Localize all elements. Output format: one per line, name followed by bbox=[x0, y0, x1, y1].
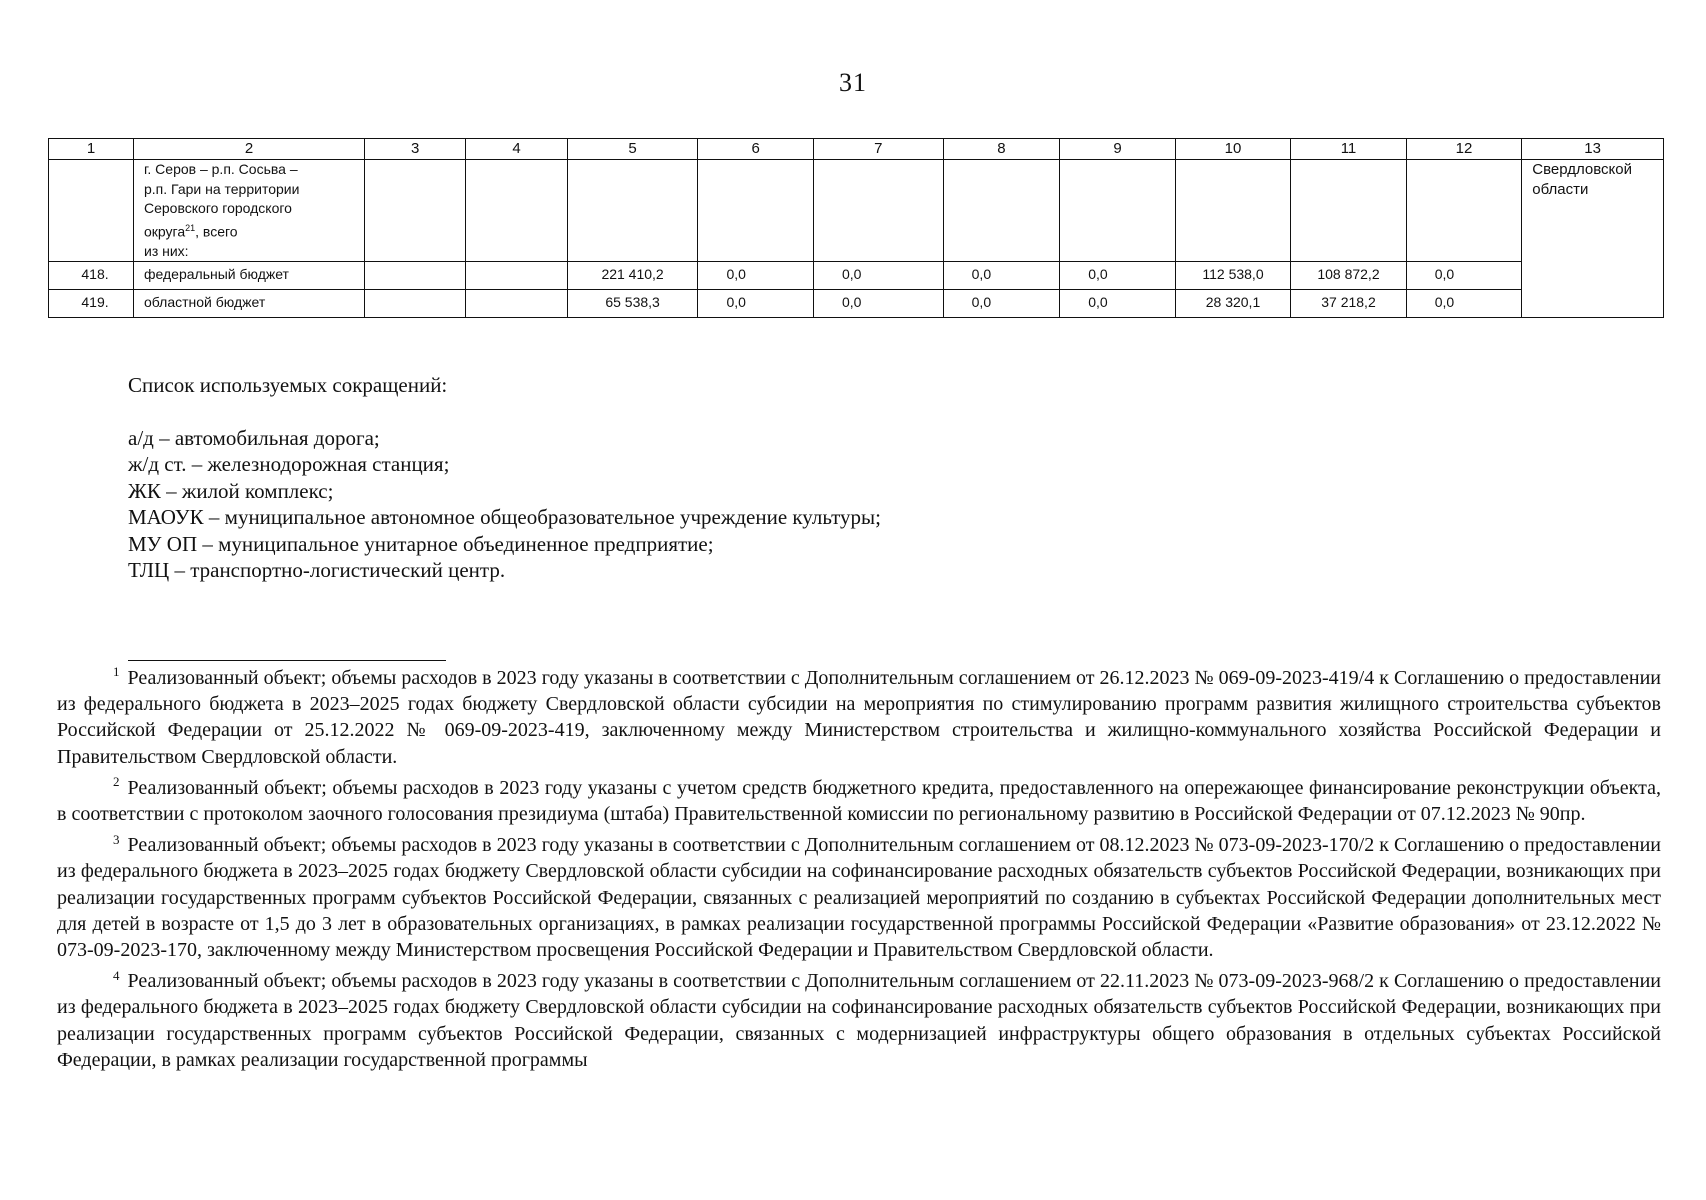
table-cell bbox=[466, 290, 567, 318]
footnote bbox=[57, 665, 1661, 770]
footnote-separator bbox=[128, 660, 446, 661]
table-cell: 112 538,0 bbox=[1175, 262, 1291, 290]
footnote-text: Реализованный объект; объемы расходов в 2023 году указаны с учетом средств бюджетного кредита, предоставленного на опережающее финансирование реконструкции объекта, в соответствии с протоколом заочного голосования президиума (штаба) Правительственной комиссии по региональному развитию в Российской Федерации от 07.12.2023 № 90пр. bbox=[57, 776, 1661, 826]
table-cell: 221 410,2 bbox=[567, 262, 698, 290]
row-label: федеральный бюджет bbox=[134, 262, 365, 290]
table-cell: 0,0 bbox=[1060, 290, 1176, 318]
table-cell: 0,0 bbox=[1406, 290, 1522, 318]
footnote bbox=[57, 832, 1661, 963]
column-number-row bbox=[49, 139, 1664, 160]
footnote-mark: 2 bbox=[113, 774, 120, 790]
footnote-text: Реализованный объект; объемы расходов в 2023 году указаны в соответствии с Дополнительным соглашением от 26.12.2023 № 069-09-2023-419/4 к Соглашению о предоставлении из федерального бюджета в 2023–2025 годах бюджету Свердловской области субсидии на мероприятия по стимулированию программ развития жилищного строительства субъектов Российской Федерации от 25.12.2022 № 069-09-2023-419, заключенному между Министерством строительства и жилищно-коммунального хозяйства Российской Федерации и Правительством Свердловской области. bbox=[57, 667, 1661, 768]
row-number: 418. bbox=[49, 262, 134, 290]
column-header: 9 bbox=[1060, 139, 1176, 160]
footnotes-section bbox=[57, 665, 1661, 1078]
footnote-text: Реализованный объект; объемы расходов в 2023 году указаны в соответствии с Дополнительным соглашением от 08.12.2023 № 073-09-2023-170/2 к Соглашению о предоставлении из федерального бюджета в 2023–2025 годах бюджету Свердловской области субсидии на софинансирование расходных обязательств субъектов Российской Федерации, возникающих при реализации государственных программ субъектов Российской Федерации, связанных с реализацией мероприятий по созданию в субъектах Российской Федерации дополнительных мест для детей в возрасте от 1,5 до 3 лет в образовательных организациях, в рамках реализации государственной программы Российской Федерации «Развитие образования» от 23.12.2022 № 073-09-2023-170, заключенному между Министерством просвещения Российской Федерации и Правительством Свердловской области. bbox=[57, 834, 1661, 962]
table-cell bbox=[1406, 160, 1522, 262]
table-cell bbox=[1291, 160, 1407, 262]
table-row bbox=[49, 290, 1664, 318]
footnote-mark: 3 bbox=[113, 831, 120, 847]
column-header: 8 bbox=[943, 139, 1060, 160]
footnote-text: Реализованный объект; объемы расходов в 2023 году указаны в соответствии с Дополнительным соглашением от 22.11.2023 № 073-09-2023-968/2 к Соглашению о предоставлении из федерального бюджета в 2023–2025 годах бюджету Свердловской области субсидии на софинансирование расходных обязательств субъектов Российской Федерации, возникающих при реализации государственных программ субъектов Российской Федерации, связанных с модернизацией инфраструктуры общего образования в отдельных субъектах Российской Федерации, в рамках реализации государственной программы bbox=[57, 970, 1661, 1071]
table-cell: 0,0 bbox=[698, 290, 814, 318]
column-header: 3 bbox=[365, 139, 466, 160]
column-header: 12 bbox=[1406, 139, 1522, 160]
object-name-row bbox=[49, 160, 1664, 262]
table-row bbox=[49, 262, 1664, 290]
table-cell bbox=[466, 262, 567, 290]
table-cell: 0,0 bbox=[813, 290, 943, 318]
list-item: МАОУК – муниципальное автономное общеобразовательное учреждение культуры; bbox=[128, 505, 881, 529]
table-cell bbox=[365, 290, 466, 318]
row-number: 419. bbox=[49, 290, 134, 318]
footnote-mark: 4 bbox=[113, 967, 120, 983]
table-cell: 108 872,2 bbox=[1291, 262, 1407, 290]
table-cell: 0,0 bbox=[1060, 262, 1176, 290]
table-cell: 37 218,2 bbox=[1291, 290, 1407, 318]
object-name-line: Серовского городского bbox=[144, 200, 292, 216]
list-item: а/д – автомобильная дорога; bbox=[128, 425, 380, 450]
region-cell: Свердловской области bbox=[1522, 160, 1664, 318]
table-cell: 0,0 bbox=[698, 262, 814, 290]
table-cell: 0,0 bbox=[1406, 262, 1522, 290]
table-cell: 0,0 bbox=[943, 290, 1060, 318]
table-cell: 65 538,3 bbox=[567, 290, 698, 318]
object-name-line: г. Серов – р.п. Сосьва – bbox=[144, 161, 298, 177]
object-name-suffix: , всего bbox=[195, 223, 238, 240]
table-cell bbox=[365, 262, 466, 290]
abbreviations-title: Список используемых сокращений: bbox=[128, 373, 448, 397]
object-name-prefix: округа bbox=[144, 223, 186, 240]
object-name-cell bbox=[134, 160, 365, 262]
footnote-ref: 21 bbox=[185, 222, 196, 233]
object-name-line: из них: bbox=[144, 242, 189, 259]
column-header: 10 bbox=[1175, 139, 1291, 160]
column-header: 11 bbox=[1291, 139, 1407, 160]
table-cell bbox=[365, 160, 466, 262]
abbreviations-section bbox=[128, 372, 1328, 584]
column-header: 1 bbox=[49, 139, 134, 160]
list-item: МУ ОП – муниципальное унитарное объединенное предприятие; bbox=[128, 531, 714, 556]
footnote bbox=[57, 775, 1661, 827]
page-number: 31 bbox=[839, 68, 867, 97]
column-header: 4 bbox=[466, 139, 567, 160]
table-cell bbox=[1175, 160, 1291, 262]
column-header: 2 bbox=[134, 139, 365, 160]
table-cell bbox=[943, 160, 1060, 262]
table-cell: 28 320,1 bbox=[1175, 290, 1291, 318]
object-name-line: р.п. Гари на территории bbox=[144, 180, 300, 197]
list-item: ЖК – жилой комплекс; bbox=[128, 478, 334, 503]
list-item: ТЛЦ – транспортно-логистический центр. bbox=[128, 558, 506, 582]
list-item: ж/д ст. – железнодорожная станция; bbox=[128, 452, 450, 476]
column-header: 5 bbox=[567, 139, 698, 160]
column-header: 7 bbox=[813, 139, 943, 160]
table-cell bbox=[813, 160, 943, 262]
table-cell: 0,0 bbox=[943, 262, 1060, 290]
budget-table bbox=[48, 138, 1664, 318]
table-cell bbox=[49, 160, 134, 262]
footnote-mark: 1 bbox=[113, 664, 120, 680]
table-cell bbox=[567, 160, 698, 262]
footnote bbox=[57, 968, 1661, 1073]
table-cell bbox=[698, 160, 814, 262]
table-cell bbox=[466, 160, 567, 262]
column-header: 13 bbox=[1522, 139, 1664, 160]
table-cell bbox=[1060, 160, 1176, 262]
row-label: областной бюджет bbox=[134, 290, 365, 318]
object-name-line bbox=[144, 219, 358, 242]
abbreviations-list bbox=[128, 425, 1328, 584]
column-header: 6 bbox=[698, 139, 814, 160]
table-cell: 0,0 bbox=[813, 262, 943, 290]
